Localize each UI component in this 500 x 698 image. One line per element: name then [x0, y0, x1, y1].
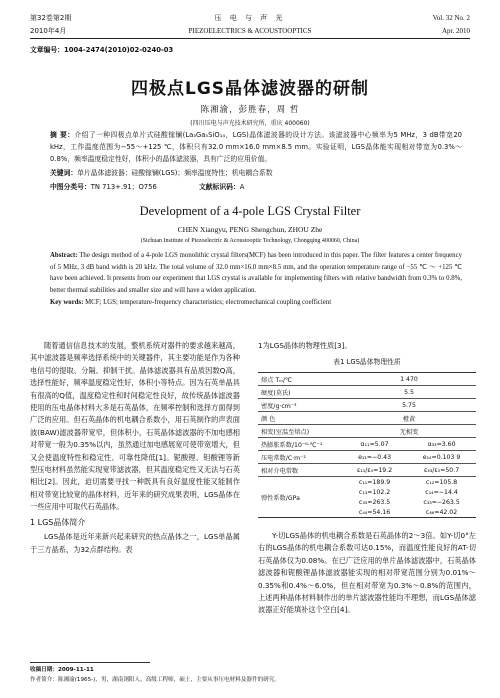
- document-code-value: A: [239, 183, 245, 191]
- body-left-column: [30, 340, 240, 556]
- keywords-en: [50, 299, 462, 306]
- table-row: [258, 412, 476, 425]
- table-cell: ε₃₃/ε₀=50.7: [407, 464, 476, 477]
- classification-label: 中图分类号：: [50, 183, 91, 191]
- authors-en: CHEN Xiangyu, PENG Shengchun, ZHOU Zhe: [177, 225, 323, 234]
- table-cell: c₄₄=54.16: [342, 507, 407, 518]
- table-cell: 熔点 Tₘ/℃: [258, 373, 342, 386]
- properties-table: [258, 372, 476, 518]
- authors-zh: 陈湘渝，彭胜春，周 哲: [200, 105, 300, 115]
- body-right-paragraph: Y-切LGS晶体的机电耦合系数是石英晶体的2～3倍。如Y-切0°左右的LGS晶体的机电耦合系数可达0.15%，而温度性能良好的AT-切石英晶体仅为0.08%。在已广泛应用的单片晶体滤波器中，石英晶体滤波器和铌酸锂晶体滤波器能实现的相对带宽范围分别为0.01%～0.35%和0.4%～6.0%，但在相对带宽为0.3%～0.8%的范围内，上述两种晶体材料制作出的单片滤波器性能均不理想，而LGS晶体滤波器正好能填补这个空白[4]。: [258, 531, 476, 615]
- table-cell: c₁₂=105.8: [425, 478, 458, 486]
- table-row: [258, 373, 476, 386]
- intro-paragraph: 随着通信信息技术的发展，整机系统对器件的要求越来越高，其中滤波器是频率选择系统中的关键器件，其主要功能是作为各种电信号的提取、分隔、抑制干扰。晶体滤波器具有品质因数Q高，选择性能好，频率温度稳定性好，体积小等特点。因为石英单晶具有很高的Q值，温度稳定性和时间稳定性良好，故传统晶体滤波器使用的压电晶体材料大多是石英晶体，在频率控制和选择方面得到广泛的应用。但石英晶体的机电耦合系数小，用石英制作的声表面波(BAW)滤波器带宽窄，但体积小，石英晶体滤波器的不加电感相对带宽一般为0.35%以内，虽然通过加电感展宽可使带宽增大，但又会使温度特性和稳定性、可靠性降低[1]。铌酸锂、钽酸锂等新型压电材料虽然能实现宽带滤波器，但其温度稳定性又无法与石英相比[2]。因此，迫切需要寻找一种既具有良好温度性能又能制作相对带宽比较宽的晶体材料，近年来的研究成果表明，LGS晶体在一些应用中可取代石英晶体。: [30, 341, 240, 512]
- title-zh: 四极点LGS晶体滤波器的研制: [130, 79, 370, 99]
- abstract-en-text: The design method of a 4-pole LGS monolithic crystal filters(MCF) has been introduced in this paper. The filter features a center frequency of 5 MHz, 3 dB band width is 20 kHz. The total volume of 32.0 mm×16.0 mm×8.5 mm, and the operation temperature range of −55 ℃ ～ +125 ℃ have been achieved. It presents from our experiment that LGS crystal is available for implementing filters with relative bandwidth from 0.3% to 0.8%, better thermal stabilities and smaller size and will have a widen application.: [50, 252, 463, 294]
- table-cell: c₃₃=263.5: [358, 498, 391, 506]
- table-cell: α₁₁=5.07: [342, 438, 407, 451]
- table-cell: 1 470: [342, 373, 476, 386]
- table-caption: 表1 LGS晶体物理性质: [333, 358, 401, 366]
- table-cell: e₁₄=0.103 9: [407, 451, 476, 464]
- keywords-zh-label: 关键词：: [50, 169, 78, 177]
- table-row: [258, 425, 476, 438]
- abstract-zh-text: 介绍了一种四极点单片式硅酸镓镧(La₃Ga₅SiO₁₄，LGS)晶体滤波器的设计方法。该滤波器中心频率为5 MHz，3 dB带宽20 kHz，工作温度范围为−55～+125 ℃，体积只有32.0 mm×16.0 mm×8.5 mm。实验证明，LGS晶体能实现相对带宽为0.3%～0.8%，频率温度稳定性好，体积小的晶体滤波器，具有广泛的应用价值。: [50, 131, 462, 163]
- section-1-heading: 1 LGS晶体简介: [30, 517, 86, 527]
- classification: [50, 181, 462, 191]
- keywords-zh: [50, 167, 462, 177]
- table-cell: 相对介电常数: [258, 464, 342, 477]
- table-row: [258, 399, 476, 412]
- table-row: [258, 386, 476, 399]
- table-row: [258, 438, 476, 451]
- table-cell: 5.5: [342, 386, 476, 399]
- article-number: 文章编号：1004-2474(2010)02-0240-03: [30, 46, 174, 54]
- journal-date: 2010年4月: [30, 27, 67, 35]
- table-cell: 压电常数/C·m⁻²: [258, 451, 342, 464]
- table-row: [258, 451, 476, 464]
- table-row: [258, 464, 476, 477]
- abstract-zh-label: 摘 要：: [50, 131, 75, 139]
- table-cell: ε₁₁/ε₀=19.2: [342, 464, 407, 477]
- table-cell: 弹性系数/GPa: [258, 477, 342, 518]
- header-rule: [30, 38, 470, 39]
- journal-volume: 第32卷第2期: [30, 14, 72, 22]
- body-right-top: 1为LGS晶体的物理性质[3]。: [258, 341, 352, 350]
- abstract-zh: [50, 130, 462, 165]
- journal-name-en: PIEZOELECTRICS & ACOUSTOOPTICS: [188, 27, 312, 35]
- journal-name-zh: 压 电 与 声 光: [214, 14, 286, 22]
- table-cell: 硬度(莫氏): [258, 386, 342, 399]
- title-en: Development of a 4-pole LGS Crystal Filter: [139, 204, 361, 218]
- keywords-zh-text: 单片晶体滤波器；硅酸镓镧(LGS)；频率温度特性；机电耦合系数: [77, 169, 273, 177]
- affiliation-en: (Sichuan Institute of Piezoelectric & Acoustooptic Technology, Chongqing 400060, China): [140, 238, 360, 244]
- classification-value: TN 713+.91；O756: [90, 183, 157, 191]
- received-date: 收稿日期：2009-11-11: [30, 667, 94, 673]
- table-cell: c₁₃=102.2: [358, 488, 391, 496]
- table-cell: α₃₃=3.60: [407, 438, 476, 451]
- table-cell: e₁₁=−0.43: [342, 451, 407, 464]
- table-cell: c₁₄=−14.4: [425, 488, 458, 496]
- journal-volume-en: Vol. 32 No. 2: [432, 14, 470, 22]
- table-cell: 5.75: [342, 399, 476, 412]
- author-note: 作者简介：陈湘渝(1965-)，男，湖南浏阳人，高级工程师，硕士，主要从事压电材料及器件的研究。: [30, 677, 280, 683]
- table-cell: 橙黄: [342, 412, 476, 425]
- table-cell: 无相变: [342, 425, 476, 438]
- table-cell: 相变(室温至熔点): [258, 425, 342, 438]
- abstract-en-label: Abstract:: [50, 252, 78, 259]
- table-cell: 密度/g·cm⁻³: [258, 399, 342, 412]
- table-cell: c₁₁=189.9: [358, 478, 391, 486]
- affiliation-zh: (四川压电与声光技术研究所，重庆 400060): [190, 120, 310, 127]
- table-cell: c₃₃=−263.5: [423, 498, 460, 506]
- table-cell: c₆₆=42.02: [407, 507, 476, 518]
- table-cell: 颜 色: [258, 412, 342, 425]
- table-cell: 热膨胀系数/10⁻⁶·℃⁻¹: [258, 438, 342, 451]
- abstract-en: [50, 250, 462, 296]
- journal-date-en: Apr. 2010: [442, 27, 470, 35]
- section-1-paragraph: LGS晶体是近年来新兴起来研究的热点晶体之一，LGS单晶属于三方晶系，为32点群结构。表: [30, 532, 240, 554]
- keywords-en-label: Key words:: [50, 299, 84, 306]
- table-row: [258, 477, 476, 488]
- document-code-label: 文献标识码：: [198, 183, 240, 191]
- footnote-rule: [30, 662, 150, 663]
- keywords-en-text: MCF; LGS; temperature-frequency characteristics; electromechanical coupling coefficient: [85, 299, 332, 306]
